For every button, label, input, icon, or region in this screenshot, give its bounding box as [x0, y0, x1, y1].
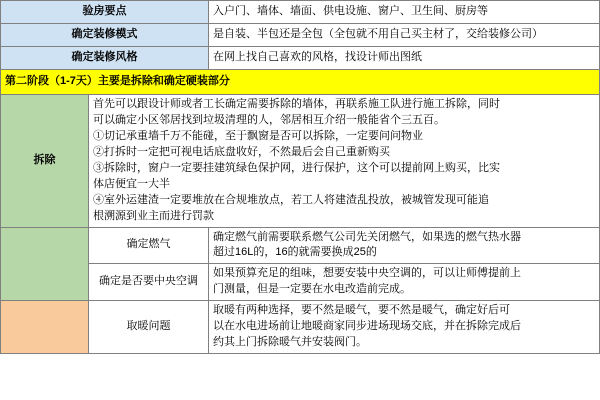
- table-row-ac: [1, 264, 600, 301]
- row-body-inspection: 入户门、墙体、墙面、供电设施、窗户、卫生间、厨房等: [209, 1, 600, 24]
- heating-line: 以在水电进场前让地暖商家同步进场现场交底，并在拆除完成后: [213, 320, 521, 333]
- green-block-spacer: [1, 227, 89, 301]
- table-row: [1, 24, 600, 47]
- sub-body-gas: [209, 227, 600, 264]
- demolition-line: ③拆除时，窗户一定要挂建筑绿色保护网，进行保护，这个可以提前网上购买，比实: [93, 161, 500, 174]
- table-row-heating: [1, 301, 600, 354]
- row-body-mode: 是自装、半包还是全包（全包就不用自己买主材了，交给装修公司）: [209, 24, 600, 47]
- demolition-line: ②打拆时一定把可视电话底盘收好，不然最后会自己重新购买: [93, 145, 390, 158]
- ac-line: 门测量，但是一定要在水电改造前完成。: [213, 283, 411, 296]
- row-label-demolition: 拆除: [1, 95, 89, 228]
- row-label-style: 确定装修风格: [1, 47, 209, 70]
- ac-line: 如果预算充足的组味，想要安装中央空调的，可以让师傅提前上: [213, 267, 521, 280]
- row-body-demolition: [89, 95, 600, 228]
- demolition-line: 可以确定小区邻居找到垃圾清理的人，邻居相互介绍一般能省个三五百。: [93, 113, 445, 126]
- gas-line: 超过16L的，16的就需要换成25的: [213, 246, 377, 259]
- sub-label-heating: 取暖问题: [89, 301, 209, 354]
- stage-banner-row: [1, 70, 600, 95]
- sub-label-ac: 确定是否要中央空调: [89, 264, 209, 301]
- sub-body-heating: [209, 301, 600, 354]
- stage-banner-text: 第二阶段（1-7天）主要是拆除和确定硬装部分: [1, 70, 600, 95]
- heating-line: 约其上门拆除暖气并安装阀门。: [213, 336, 367, 349]
- gas-line: 确定燃气前需要联系燃气公司先关闭燃气，如果选的燃气热水器: [213, 230, 521, 243]
- table-row-demolition: [1, 95, 600, 228]
- demolition-line: ①切记承重墙千万不能碰，至于飘窗是否可以拆除，一定要问问物业: [93, 129, 423, 142]
- heating-line: 取暖有两种选择，要不然是暖气，要不然是暖气，确定好后可: [213, 304, 510, 317]
- table-row: [1, 47, 600, 70]
- orange-block-spacer: [1, 301, 89, 354]
- demolition-line: 首先可以跟设计师或者工长确定需要拆除的墙体，再联系施工队进行施工拆除，同时: [93, 98, 500, 110]
- row-label-mode: 确定装修模式: [1, 24, 209, 47]
- table-row-gas: [1, 227, 600, 264]
- row-label-inspection: 验房要点: [1, 1, 209, 24]
- row-body-style: 在网上找自己喜欢的风格，找设计师出图纸: [209, 47, 600, 70]
- demolition-line: ④室外运建渣一定要堆放在合规堆放点，若工人将建渣乱投放，被城管发现可能追: [93, 193, 489, 206]
- demolition-line: 根溯源到业主而进行罚款: [93, 209, 214, 222]
- sub-body-ac: [209, 264, 600, 301]
- sub-label-gas: 确定燃气: [89, 227, 209, 264]
- table-row: [1, 1, 600, 24]
- demolition-line: 体店便宜一大半: [93, 177, 170, 190]
